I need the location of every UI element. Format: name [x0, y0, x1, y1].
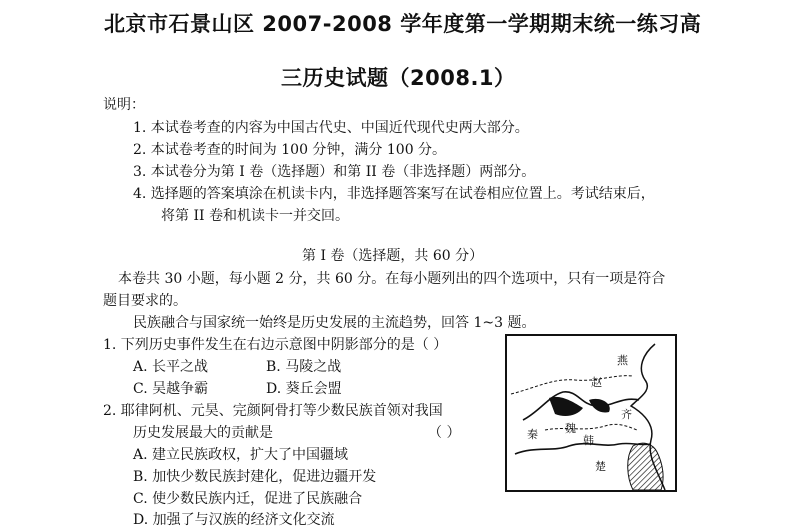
instruction-item-4-cont: 将第 II 卷和机读卡一并交回。	[161, 208, 349, 224]
section-lead: 民族融合与国家统一始终是历史发展的主流趋势，回答 1~3 题。	[133, 315, 536, 331]
map-label-yan: 燕	[617, 354, 628, 367]
question-2-option-b: B. 加快少数民族封建化，促进边疆开发	[133, 469, 377, 485]
question-2-stem-line2: 历史发展最大的贡献是	[133, 425, 273, 441]
exam-title-line2: 三历史试题（2008.1）	[281, 66, 516, 90]
map-label-qin: 秦	[527, 428, 538, 441]
question-1-stem: 1. 下列历史事件发生在右边示意图中阴影部分的是（ ）	[103, 337, 448, 353]
question-2-stem-line1: 2. 耶律阿机、元昊、完颜阿骨打等少数民族首领对我国	[103, 403, 443, 419]
instruction-item-3: 3. 本试卷分为第 I 卷（选择题）和第 II 卷（非选择题）两部分。	[133, 164, 536, 180]
instruction-item-4: 4. 选择题的答案填涂在机读卡内，非选择题答案写在试卷相应位置上。考试结束后，	[133, 186, 655, 202]
question-1-option-c: C. 吴越争霸	[133, 381, 209, 397]
map-label-zhao: 赵	[591, 376, 602, 389]
question-1-option-b: B. 马陵之战	[266, 359, 342, 375]
instructions-heading: 说明：	[103, 97, 145, 113]
map-label-han: 韩	[583, 434, 594, 447]
section-intro-line1: 本卷共 30 小题，每小题 2 分，共 60 分。在每小题列出的四个选项中，只有一项是符合	[118, 271, 666, 287]
section-intro-line2: 题目要求的。	[103, 293, 187, 309]
question-2-option-a: A. 建立民族政权，扩大了中国疆域	[133, 447, 349, 463]
section-heading: 第 I 卷（选择题，共 60 分）	[302, 248, 484, 264]
instruction-item-2: 2. 本试卷考查的时间为 100 分钟，满分 100 分。	[133, 142, 447, 158]
exam-title-line1: 北京市石景山区 2007-2008 学年度第一学期期末统一练习高	[104, 12, 702, 36]
warring-states-map	[505, 334, 677, 492]
map-label-wei: 魏	[565, 422, 576, 435]
map-label-chu: 楚	[595, 460, 606, 473]
question-1-option-a: A. 长平之战	[133, 359, 209, 375]
instruction-item-1: 1. 本试卷考查的内容为中国古代史、中国近代现代史两大部分。	[133, 120, 529, 136]
question-1-option-d: D. 葵丘会盟	[266, 381, 342, 397]
question-2-option-d: D. 加强了与汉族的经济文化交流	[133, 512, 335, 528]
question-2-option-c: C. 使少数民族内迁，促进了民族融合	[133, 491, 363, 507]
question-2-bracket: （ ）	[428, 425, 461, 441]
map-label-qi: 齐	[621, 408, 632, 421]
